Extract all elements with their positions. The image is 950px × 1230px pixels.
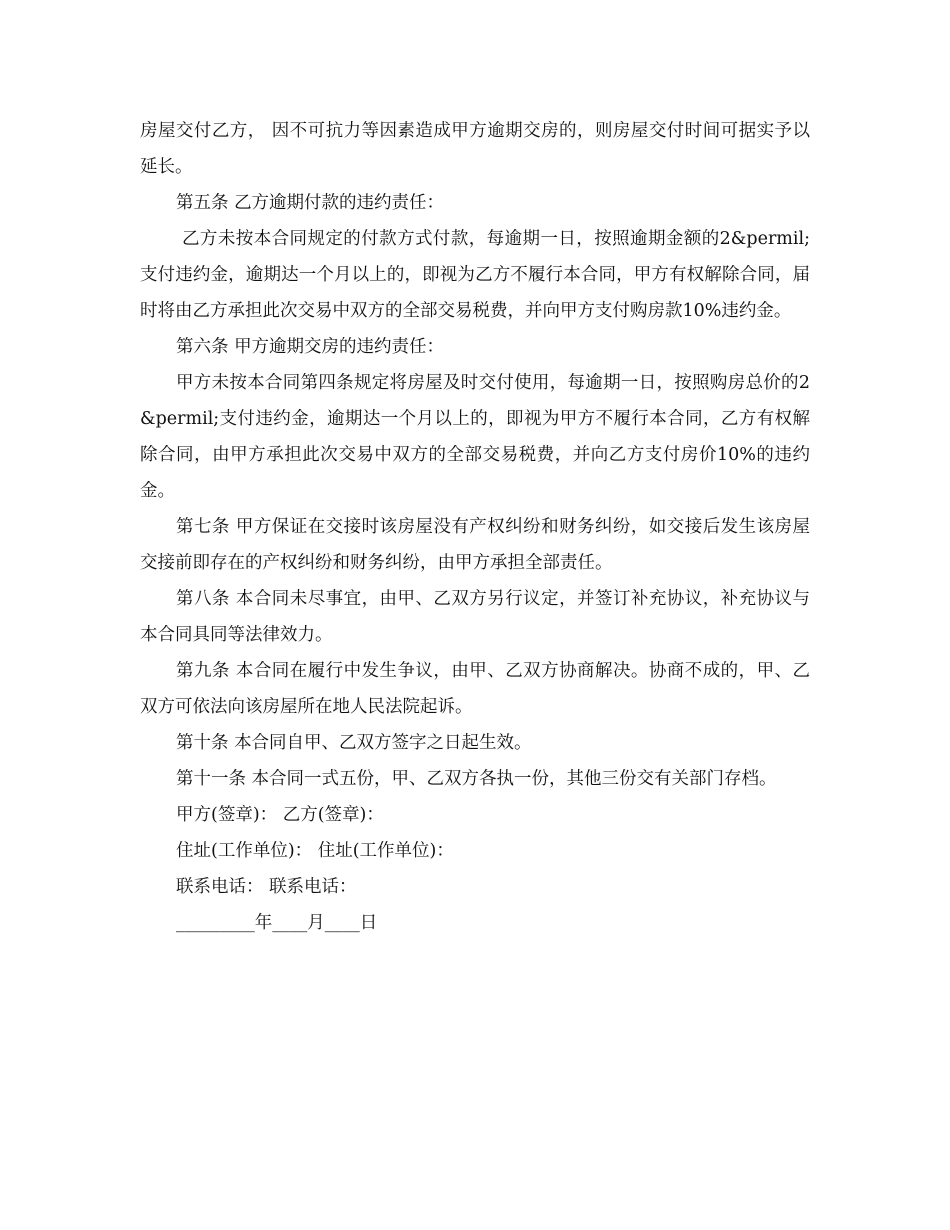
article-9: 第九条 本合同在履行中发生争议，由甲、乙双方协商解决。协商不成的，甲、乙双方可依法向该房屋所在地人民法院起诉。 <box>140 661 810 717</box>
date-line: _________年____月____日 <box>176 913 378 933</box>
article-11: 第十一条 本合同一式五份，甲、乙双方各执一份，其他三份交有关部门存档。 <box>176 769 777 789</box>
address-line: 住址(工作单位)： 住址(工作单位)： <box>176 841 454 861</box>
phone-line: 联系电话： 联系电话： <box>176 877 357 897</box>
article-5-body: 乙方未按本合同规定的付款方式付款，每逾期一日，按照逾期金额的2&permil;支付违约金，逾期达一个月以上的，即视为乙方不履行本合同，甲方有权解除合同，届时将由乙方承担此次交易中双方的全部交易税费，并向甲方支付购房款10%违约金。 <box>140 229 810 321</box>
article-6-heading: 第六条 甲方逾期交房的违约责任： <box>176 337 445 357</box>
paragraph-delivery-extension: 房屋交付乙方， 因不可抗力等因素造成甲方逾期交房的，则房屋交付时间可据实予以延长。 <box>140 121 810 177</box>
article-7: 第七条 甲方保证在交接时该房屋没有产权纠纷和财务纠纷，如交接后发生该房屋交接前即存在的产权纠纷和财务纠纷，由甲方承担全部责任。 <box>140 517 810 573</box>
signature-line: 甲方(签章)： 乙方(签章)： <box>176 805 384 825</box>
article-8: 第八条 本合同未尽事宜，由甲、乙双方另行议定，并签订补充协议，补充协议与本合同具同等法律效力。 <box>140 589 810 645</box>
contract-body <box>140 113 810 941</box>
article-6-body: 甲方未按本合同第四条规定将房屋及时交付使用，每逾期一日，按照购房总价的2&permil;支付违约金，逾期达一个月以上的，即视为甲方不履行本合同，乙方有权解除合同，由甲方承担此次交易中双方的全部交易税费，并向乙方支付房价10%的违约金。 <box>140 373 810 501</box>
article-5-heading: 第五条 乙方逾期付款的违约责任： <box>176 193 445 213</box>
article-10: 第十条 本合同自甲、乙双方签字之日起生效。 <box>176 733 532 753</box>
